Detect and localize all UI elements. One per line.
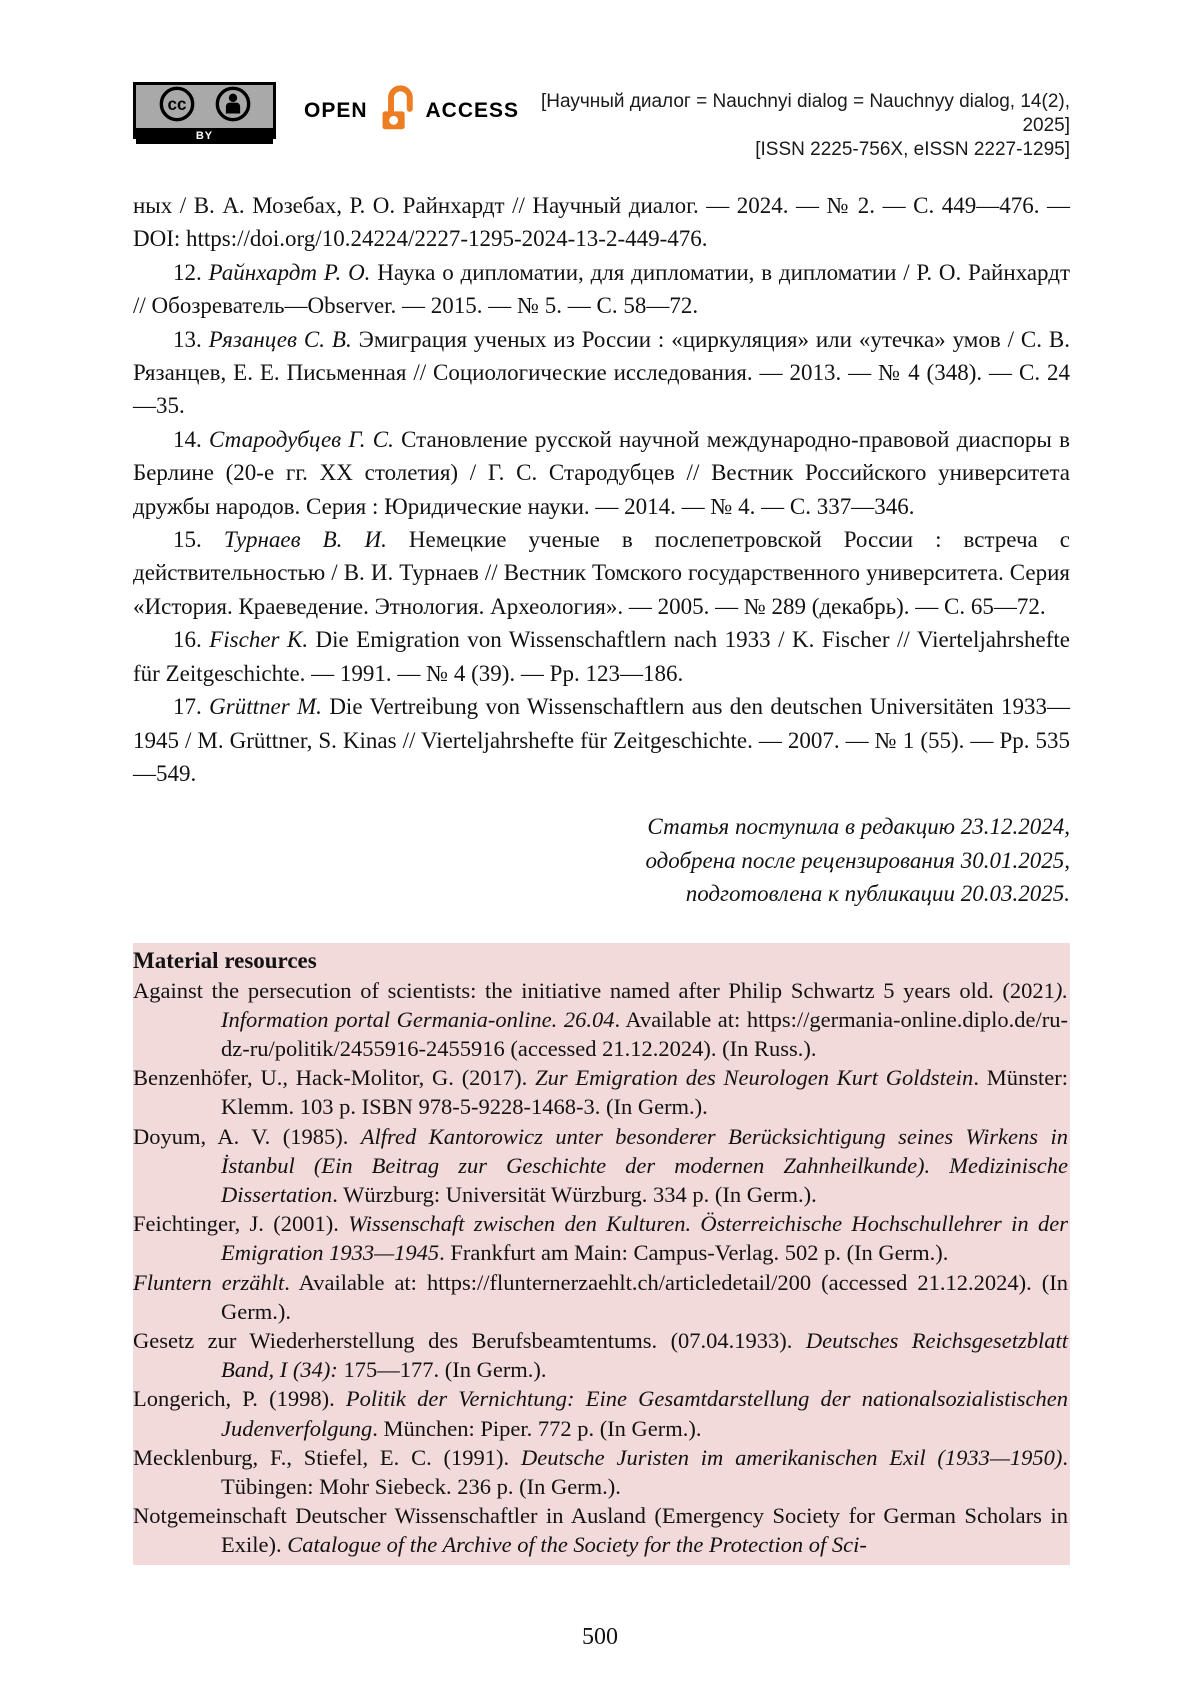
reference-item: 16. Fischer K. Die Emigration von Wissenschaftlern nach 1933 / K. Fischer // Vierteljahrshefte für Zeitgeschichte. — 1991. — № 4 (39). — Pp. 123—186. — [133, 627, 1071, 686]
reference-item: 17. Grüttner M. Die Vertreibung von Wissenschaftlern aus den deutschen Universitäten 1933—1945 / M. Grüttner, S. Kinas // Vierteljahrshefte für Zeitgeschichte. — 2007. — № 1 (55). — Pp. 535—549. — [133, 694, 1071, 786]
journal-issn-line: [ISSN 2225-756X, eISSN 2227-1295] — [755, 139, 1070, 160]
submission-line: одобрена после рецензирования 30.01.2025, — [645, 847, 1070, 873]
journal-title-line: [Научный диалог = Nauchnyi dialog = Nauchnyy dialog, 14(2), 2025] — [540, 91, 1070, 136]
reference-item: ных / В. А. Мозебах, Р. О. Райнхардт // Научный диалог. — 2024. — № 2. — С. 449—476. — DOI: https://doi.org/10.24224/2227-1295-2024-13-2-449-476. — [133, 193, 1070, 252]
material-resource-entry: Doyum, A. V. (1985). Alfred Kantorowicz unter besonderer Berücksichtigung seines Wirkens in İstanbul (Ein Beitrag zur Geschichte der modernen Zahnheilkunde). Medizinische Dissertation. Würzburg: Universität Würzburg. 334 p. (In Germ.). — [133, 1123, 1068, 1207]
attribution-person-icon — [214, 85, 252, 128]
reference-item: 14. Стародубцев Г. С. Становление русской научной международно-правовой диаспоры в Берлине (20-е гг. XX столетия) / Г. С. Стародубцев // Вестник Российского университета дружбы народов. Серия : Юридические науки. — 2014. — № 4. — С. 337—346. — [133, 426, 1070, 519]
open-label: OPEN — [304, 98, 368, 122]
submission-line: подготовлена к публикации 20.03.2025. — [685, 881, 1070, 907]
material-resource-entry: Against the persecution of scientists: the initiative named after Philip Schwartz 5 years old. (2021). Information portal Germania-online. 26.04. Available at: https://germania-online.diplo.de/ru-dz-ru/politik/2455916-2455916 (accessed 21.12.2024). (In Russ.). — [133, 977, 1069, 1061]
references-list — [133, 189, 1070, 790]
page-header — [133, 82, 1070, 162]
reference-item: 15. Турнаев В. И. Немецкие ученые в послепетровской России : встреча с действительностью / В. И. Турнаев // Вестник Томского государственного университета. Серия «История. Краеведение. Этнология. Археология». — 2005. — № 289 (декабрь). — С. 65—72. — [133, 527, 1070, 619]
cc-icon — [158, 85, 196, 128]
material-resources-title: Material resources — [133, 947, 317, 973]
open-lock-icon — [374, 82, 420, 139]
submission-line: Статья поступила в редакцию 23.12.2024, — [647, 814, 1070, 840]
material-resource-entry: Mecklenburg, F., Stiefel, E. C. (1991). Deutsche Juristen im amerikanischen Exil (1933—1950). Tübingen: Mohr Siebeck. 236 p. (In Germ.). — [133, 1444, 1068, 1499]
material-resources-list — [133, 976, 1068, 1560]
material-resource-entry: Gesetz zur Wiederherstellung des Berufsbeamtentums. (07.04.1933). Deutsches Reichsgesetzblatt Band, I (34): 175—177. (In Germ.). — [133, 1327, 1068, 1383]
svg-text:cc: cc — [166, 95, 187, 115]
material-resource-entry: Longerich, P. (1998). Politik der Vernichtung: Eine Gesamtdarstellung der nationalsozialistischen Judenverfolgung. München: Piper. 772 p. (In Germ.). — [133, 1386, 1068, 1441]
page-number: 500 — [582, 1624, 618, 1650]
material-resource-entry: Benzenhöfer, U., Hack-Molitor, G. (2017). Zur Emigration des Neurologen Kurt Goldstein. Münster: Klemm. 103 p. ISBN 978-5-9228-1468-3. (In Germ.). — [133, 1065, 1068, 1120]
material-resource-entry: Feichtinger, J. (2001). Wissenschaft zwischen den Kulturen. Österreichische Hochschullehrer in der Emigration 1933—1945. Frankfurt am Main: Campus-Verlag. 502 p. (In Germ.). — [133, 1211, 1068, 1266]
submission-dates — [133, 810, 1070, 910]
access-label: ACCESS — [425, 98, 520, 122]
material-resource-entry: Notgemeinschaft Deutscher Wissenschaftler in Ausland (Emergency Society for German Scholars in Exile). Catalogue of the Archive of the Society for the Protection of Sci- — [133, 1503, 1068, 1558]
material-resources-section — [133, 943, 1070, 1565]
journal-header-info — [519, 82, 1070, 162]
license-badges — [133, 82, 520, 142]
reference-item: 12. Райнхардт Р. О. Наука о дипломатии, для дипломатии, в дипломатии / Р. О. Райнхардт // Обозреватель—Observer. — 2015. — № 5. — С. 58—72. — [133, 259, 1070, 319]
reference-item: 13. Рязанцев С. В. Эмиграция ученых из России : «циркуляция» или «утечка» умов / С. В. Рязанцев, Е. Е. Письменная // Социологические исследования. — 2013. — № 4 (348). — С. 24—35. — [133, 326, 1071, 419]
cc-by-label: BY — [136, 128, 273, 144]
material-resource-entry: Fluntern erzählt. Available at: https://flunternerzaehlt.ch/articledetail/200 (accessed 21.12.2024). (In Germ.). — [133, 1269, 1068, 1324]
cc-by-badge — [133, 82, 276, 142]
open-access-logo — [304, 82, 519, 139]
